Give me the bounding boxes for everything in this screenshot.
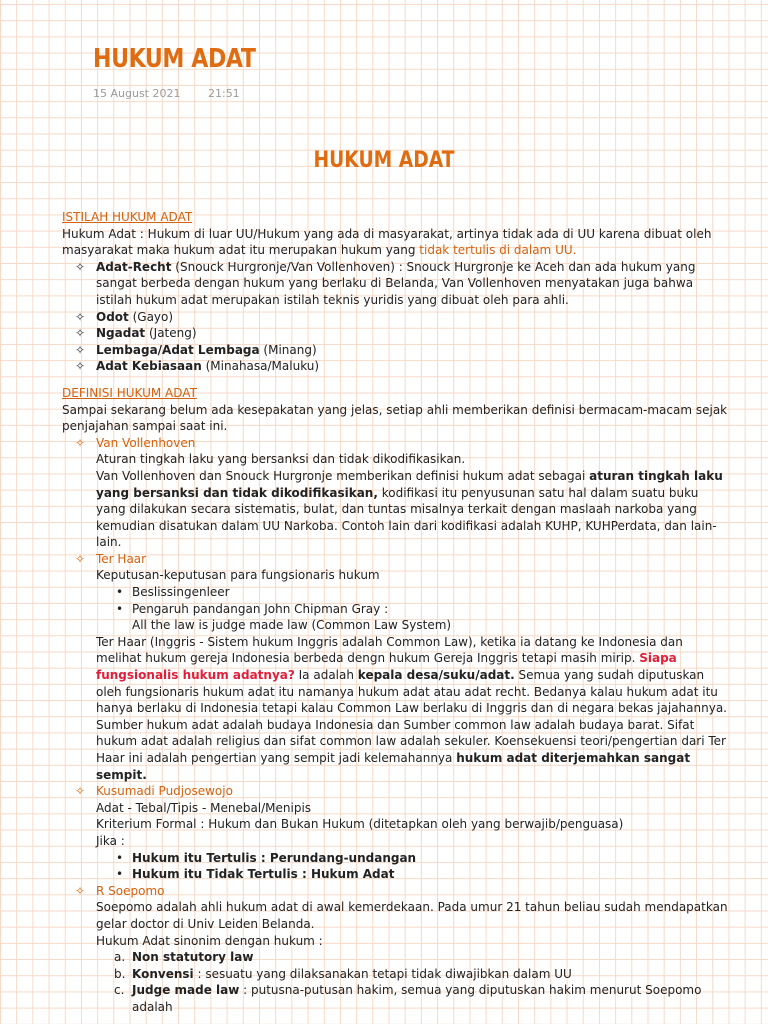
th-bullet-continuation: All the law is judge made law (Common Law System) [132,618,452,633]
rs-line: Hukum Adat sinonim dengan hukum : [96,933,323,948]
list-item [62,584,730,601]
term: Adat-Recht [96,259,172,274]
th-line: Keputusan-keputusan para fungsionaris hukum [96,568,380,583]
term-desc: (Jateng) [145,326,197,341]
term: Odot [96,309,129,324]
th-paragraph [62,634,730,783]
note-title[interactable]: HUKUM ADAT [93,44,256,74]
list-letter: c. [114,983,125,998]
section-heading-istilah: ISTILAH HUKUM ADAT [62,210,193,224]
list-item [62,259,730,309]
istilah-intro [62,226,730,259]
diamond-bullet-icon: ✧ [74,551,86,566]
definisi-intro: Sampai sekarang belum ada kesepakatan yang jelas, setiap ahli memberikan definisi bermacam-macam sejak penjajahan sampai saat ini. [62,402,728,434]
list-item [62,325,730,342]
expert-name: Van Vollenhoven [96,435,196,450]
diamond-bullet-icon: ✧ [74,359,86,374]
rs-paragraph: Soepomo adalah ahli hukum adat di awal kemerdekaan. Pada umur 21 tahun beliau sudah mendapatkan gelar doctor di Univ Leiden Belanda. [96,900,728,931]
expert-name: Kusumadi Pudjosewojo [96,784,233,799]
bullet-text: Beslissingenleer [132,585,230,600]
list-item [62,342,730,359]
th-text-bold2: hukum adat diterjemahkan sangat sempit. [96,751,691,782]
th-text-a: Ter Haar (Inggris - Sistem hukum Inggris adalah Common Law), ketika ia datang ke Indonesia dan melihat hukum gereja Indonesia berbeda dengn hukum Gereja Inggris tetapi masih mirip. [96,634,683,666]
th-question: Siapa fungsionalis hukum adatnya? [96,651,677,683]
diamond-bullet-icon: ✧ [74,309,86,324]
expert-heading [62,435,730,452]
vv-line: Aturan tingkah laku yang bersanksi dan tidak dikodifikasikan. [96,452,466,467]
note-time: 21:51 [207,87,240,100]
bullet-text: Hukum itu Tertulis : Perundang-undangan [132,850,417,865]
expert-heading [62,551,730,568]
note-content[interactable] [62,209,730,1016]
bullet-icon: • [116,601,124,616]
term: Konvensi [132,966,194,981]
th-text-c: Semua yang sudah diputuskan oleh fungsionaris hukum adat itu namanya hukum adat atau adat recht. Bedanya kalau hukum adat itu hanya berlaku di Indonesia tetapi kalau Common Law berlaku di Inggris dan di negara bekas jajahannya. Sumber hukum adat adalah budaya Indonesia dan Sumber common law adalah budaya barat. Sifat hukum adat adalah religius dan sifat common law adalah sekuler. Koensekuensi teori/pengertian dari Ter Haar ini adalah pengertian yang sempit jadi kelemahannya [96,668,727,765]
vv-text-bold: aturan tingkah laku yang bersanksi dan tidak dikodifikasikan, [96,468,723,500]
term-desc: : sesuatu yang dilaksanakan tetapi tidak diwajibkan dalam UU [193,966,572,981]
term: Adat Kebiasaan [96,359,202,374]
th-text-bold: kepala desa/suku/adat. [357,668,515,683]
list-item [62,601,730,618]
term: Judge made law [132,983,240,998]
vv-text-c: kodifikasi itu penyusunan satu hal dalam suatu buku yang dilakukan secara sistematis, bulat, dan tuntas misalnya terkait dengan maslaah narkoba yang kemudian disatukan dalam UU Narkoba. Contoh lain dari kodifikasi adalah KUHP, KUHPerdata, dan lain-lain. [96,485,717,550]
bullet-text: Hukum itu Tidak Tertulis : Hukum Adat [132,867,395,882]
expert-heading [62,883,730,900]
bullet-icon: • [116,585,124,600]
bullet-icon: • [116,850,124,865]
expert-heading [62,783,730,800]
diamond-bullet-icon: ✧ [74,784,86,799]
vv-text-a: Van Vollenhoven dan Snouck Hurgronje memberikan definisi hukum adat sebagai [96,468,590,483]
term-desc: (Minahasa/Maluku) [201,359,320,374]
th-text-b: Ia adalah [294,668,358,683]
term: Ngadat [96,326,146,341]
expert-name: Ter Haar [96,551,147,566]
kp-line: Adat - Tebal/Tipis - Menebal/Menipis [96,800,312,815]
diamond-bullet-icon: ✧ [74,259,86,274]
document-heading: HUKUM ADAT [313,148,455,173]
list-item [62,866,730,883]
list-item [62,358,730,375]
note-meta [93,87,264,100]
term-desc: : putusna-putusan hakim, semua yang diputuskan hakim menurut Soepomo adalah [132,983,702,1014]
term-desc: (Gayo) [128,309,174,324]
term: Lembaga/Adat Lembaga [96,342,260,357]
list-item [62,949,730,966]
list-letter: a. [114,950,126,965]
expert-name: R Soepomo [96,883,165,898]
diamond-bullet-icon: ✧ [74,883,86,898]
note-date: 15 August 2021 [93,87,181,100]
diamond-bullet-icon: ✧ [74,435,86,450]
list-item [62,850,730,867]
term-desc: (Snouck Hurgronje/Van Vollenhoven) : Snouck Hurgronje ke Aceh dan ada hukum yang sangat berbeda dengan hukum yang berlaku di Belanda, Van Vollenhoven menyatakan juga bahwa istilah hukum adat merupakan istilah teknis yuridis yang dibuat oleh para ahli. [96,259,696,307]
list-item [62,966,730,983]
istilah-intro-text: Hukum Adat : Hukum di luar UU/Hukum yang ada di masyarakat, artinya tidak ada di UU karena dibuat oleh masyarakat maka hukum adat itu merupakan hukum yang [62,226,712,258]
term-desc: (Minang) [259,342,317,357]
vv-paragraph [62,468,730,551]
diamond-bullet-icon: ✧ [74,342,86,357]
bullet-icon: • [116,867,124,882]
list-letter: b. [114,966,126,981]
istilah-intro-highlight: tidak tertulis di dalam UU. [419,243,577,258]
kp-line: Jika : [96,833,125,848]
list-item [62,309,730,326]
kp-line: Kriterium Formal : Hukum dan Bukan Hukum (ditetapkan oleh yang berwajib/penguasa) [96,817,624,832]
diamond-bullet-icon: ✧ [74,326,86,341]
section-heading-definisi: DEFINISI HUKUM ADAT [62,385,197,400]
bullet-text: Pengaruh pandangan John Chipman Gray : [132,601,389,616]
term: Non statutory law [132,950,254,965]
list-item [62,982,730,1015]
